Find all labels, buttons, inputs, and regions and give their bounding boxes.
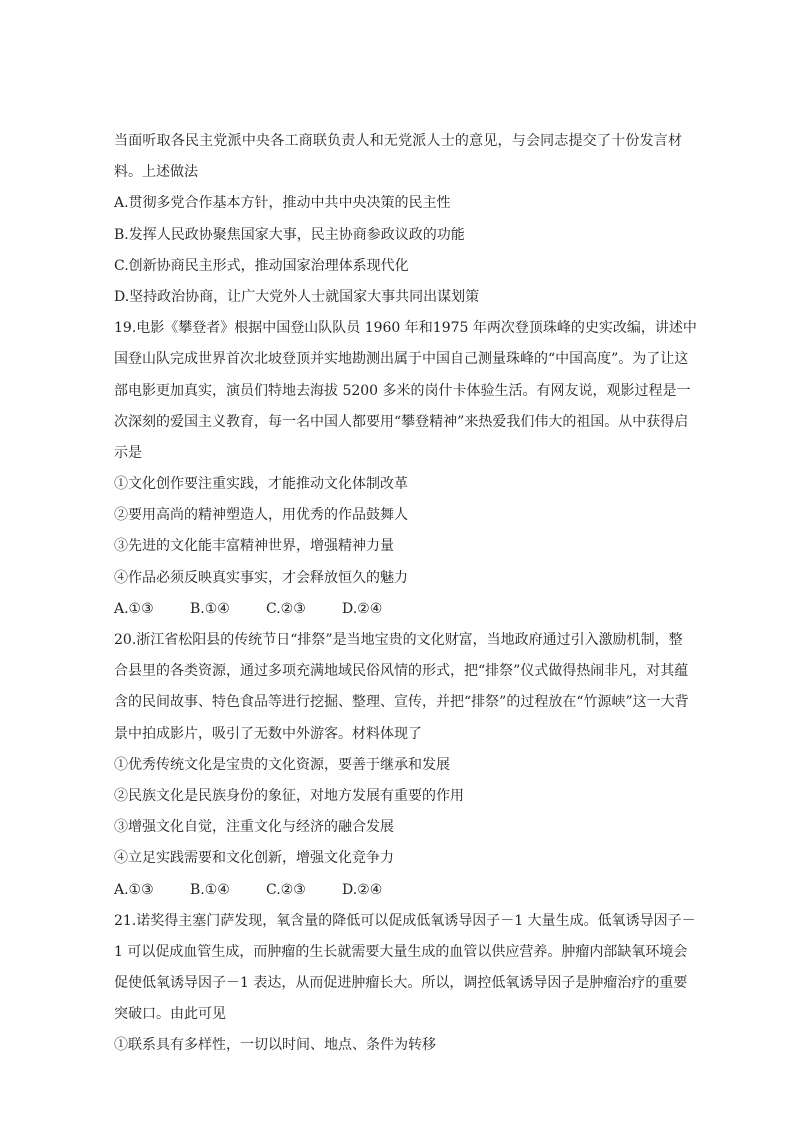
q18-option-a: A.贯彻多党合作基本方针，推动中共中央决策的民主性 xyxy=(114,195,451,212)
q19-item-1: ①文化创作要注重实践，才能推动文化体制改革 xyxy=(114,476,408,493)
q20-choice-c: C.②③ xyxy=(266,881,306,898)
q21-item-1: ①联系具有多样性，一切以时间、地点、条件为转移 xyxy=(114,1037,436,1054)
q20-item-3: ③增强文化自觉，注重文化与经济的融合发展 xyxy=(114,819,394,836)
q20-choice-d: D.②④ xyxy=(342,881,383,898)
q18-option-b: B.发挥人民政协聚焦国家大事，民主协商参政议政的功能 xyxy=(114,226,465,243)
q19-stem-line: 19.电影《攀登者》根据中国登山队队员 1960 年和1975 年两次登顶珠峰的史实改编，讲述中 xyxy=(114,320,697,337)
q20-stem-line: 20.浙江省松阳县的传统节日“排祭”是当地宝贵的文化财富，当地政府通过引入激励机制，整 xyxy=(114,632,683,648)
question-text xyxy=(114,126,697,1062)
q19-stem-line: 示是 xyxy=(114,444,142,461)
q20-stem-line: 合县里的各类资源，通过多项充满地域民俗风情的形式，把“排祭”仪式做得热闹非凡，对其蕴 xyxy=(114,663,689,680)
q19-stem-line: 部电影更加真实，演员们特地去海拔 5200 多米的岗什卡体验生活。有网友说，观影过程是一 xyxy=(114,382,691,399)
q20-item-1: ①优秀传统文化是宝贵的文化资源，要善于继承和发展 xyxy=(114,756,450,773)
q20-item-4: ④立足实践需要和文化创新，增强文化竞争力 xyxy=(114,850,394,867)
q20-choice-b: B.①④ xyxy=(190,881,230,898)
q19-item-2: ②要用高尚的精神塑造人，用优秀的作品鼓舞人 xyxy=(114,507,408,524)
q18-option-c: C.创新协商民主形式，推动国家治理体系现代化 xyxy=(114,257,409,274)
q21-stem-line: 21.诺奖得主塞门萨发现，氧含量的降低可以促成低氧诱导因子－1 大量生成。低氧诱导因子－ xyxy=(114,912,696,929)
q20-stem-line: 含的民间故事、特色食品等进行挖掘、整理、宣传，并把“排祭”的过程放在“竹源峡”这一大背 xyxy=(114,694,689,711)
q19-stem-line: 次深刻的爱国主义教育，每一名中国人都要用“攀登精神”来热爱我们伟大的祖国。从中获得启 xyxy=(114,413,689,430)
q20-item-2: ②民族文化是民族身份的象征，对地方发展有重要的作用 xyxy=(114,787,464,804)
q21-stem-line: 1 可以促成血管生成，而肿瘤的生长就需要大量生成的血管以供应营养。肿瘤内部缺氧环境会 xyxy=(114,943,688,960)
q18-option-d: D.坚持政治协商，让广大党外人士就国家大事共同出谋划策 xyxy=(114,288,480,305)
q19-item-4: ④作品必须反映真实事实，才会释放恒久的魅力 xyxy=(114,569,408,586)
q19-stem-line: 国登山队完成世界首次北坡登顶并实地勘测出属于中国自己测量珠峰的“中国高度”。为了让这 xyxy=(114,351,689,368)
q18-stem-line: 当面听取各民主党派中央各工商联负责人和无党派人士的意见，与会同志提交了十份发言材 xyxy=(114,133,682,149)
q20-choices xyxy=(114,875,682,906)
q20-choice-a: A.①③ xyxy=(114,881,154,898)
q19-choice-d: D.②④ xyxy=(342,600,383,617)
q21-stem-line: 促使低氧诱导因子－1 表达，从而促进肿瘤长大。所以，调控低氧诱导因子是肿瘤治疗的重要 xyxy=(114,975,688,992)
q19-choice-a: A.①③ xyxy=(114,600,154,617)
q19-item-3: ③先进的文化能丰富精神世界，增强精神力量 xyxy=(114,538,394,555)
q20-stem-line: 景中拍成影片，吸引了无数中外游客。材料体现了 xyxy=(114,725,422,742)
q19-choice-b: B.①④ xyxy=(190,600,230,617)
q19-choices xyxy=(114,594,682,625)
q18-stem-line: 料。上述做法 xyxy=(114,164,198,181)
q19-choice-c: C.②③ xyxy=(266,600,306,617)
q21-stem-line: 突破口。由此可见 xyxy=(114,1006,226,1023)
